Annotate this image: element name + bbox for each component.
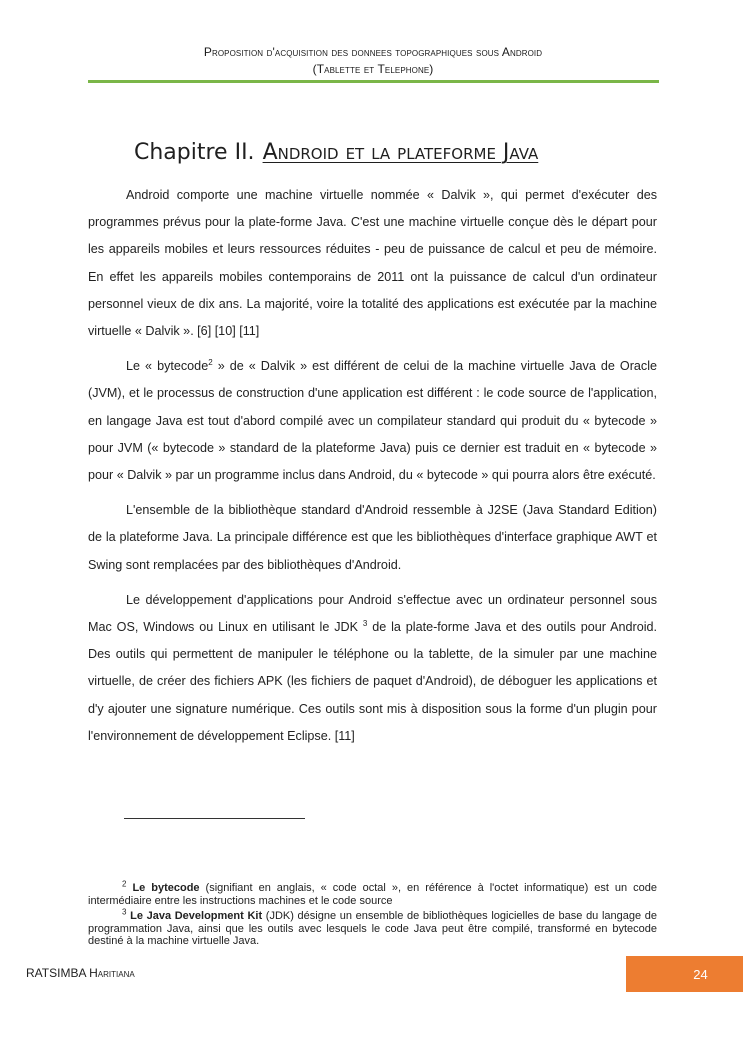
footer-author: RATSIMBA Haritiana [26, 966, 135, 980]
paragraph-3: L'ensemble de la bibliothèque standard d'Android ressemble à J2SE (Java Standard Edition) de la plateforme Java. La principale différence est que les bibliothèques d'interface graphique AWT et Swing sont remplacées par des bibliothèques d'Android. [88, 503, 657, 572]
paragraph-4 [88, 587, 657, 750]
footnote-2-term: Le bytecode [132, 882, 200, 894]
running-header [88, 44, 658, 78]
paragraph-4-rest: de la plate-forme Java et des outils pour Android. Des outils qui permettent de manipuler le téléphone ou la tablette, de la simuler par une machine virtuelle, de créer des fichiers APK (les fichiers de paquet d'Android), de déboguer les applications et d'y ajouter une signature numérique. Ces outils sont mis à disposition sous la forme d'un plugin pour l'environnement de développement Eclipse. [11] [88, 620, 657, 743]
chapter-heading [134, 140, 538, 165]
footnote-3-text: (JDK) désigne un ensemble de bibliothèques logicielles de base du langage de programmation Java, ainsi que les outils avec lesquels le code Java peut être compilé, transformé en bytecode destiné à la machine virtuelle Java. [88, 910, 657, 948]
paragraph-2 [88, 353, 657, 489]
paragraph-4-start: Le développement d'applications pour Android s'effectue avec un ordinateur personnel sous Mac OS, Windows ou Linux en utilisant le JDK [88, 592, 657, 635]
paragraph-2-start: Le « bytecode [126, 359, 209, 374]
footnotes [88, 879, 657, 951]
header-rule [88, 80, 659, 83]
body-text [88, 182, 657, 758]
footnote-2-text: (signifiant en anglais, « code octal », en référence à l'octet informatique) est un code intermédiaire entre les instructions machines et le code source [88, 882, 657, 907]
footnote-3-number: 3 [122, 907, 127, 917]
footnote-3-term: Le Java Development Kit [130, 910, 263, 923]
header-line-2: (Tablette et Telephone) [312, 62, 434, 76]
paragraph-1: Android comporte une machine virtuelle nommée « Dalvik », qui permet d'exécuter des programmes prévus pour la plate-forme Java. C'est une machine virtuelle conçue dès le départ pour les appareils mobiles et leurs ressources réduites - peu de puissance de calcul et peu de mémoire. En effet les appareils mobiles contemporains de 2011 ont la puissance de calcul d'un ordinateur personnel vieux de dix ans. La majorité, voire la totalité des applications est exécutée par la machine virtuelle « Dalvik ». [6] [10] [11] [88, 188, 657, 339]
footnote-ref-2[interactable]: 2 [208, 358, 213, 368]
footnote-separator [124, 818, 305, 819]
paragraph-2-rest: » de « Dalvik » est différent de celui de la machine virtuelle Java de Oracle (JVM), et le processus de construction d'une application est différent : le code source de l'application, en langage Java est tout d'abord compilé avec un compilateur standard qui produit du « bytecode » pour JVM (« bytecode » standard de la plateforme Java) puis ce dernier est traduit en « bytecode » pour « Dalvik » par un programme inclus dans Android, du « bytecode » qui pourra alors être exécuté. [88, 359, 657, 483]
page-number: 24 [693, 966, 708, 982]
header-line-1: Proposition d'acquisition des donnees topographiques sous Android [203, 45, 543, 59]
page-number-box [626, 956, 743, 992]
footnote-ref-3[interactable]: 3 [362, 618, 368, 628]
footnote-2-number: 2 [122, 879, 127, 889]
footnote-3 [88, 907, 657, 948]
chapter-title: Android et la plateforme Java [262, 140, 539, 165]
footnote-2 [88, 879, 657, 907]
chapter-number: Chapitre II. [134, 140, 255, 165]
